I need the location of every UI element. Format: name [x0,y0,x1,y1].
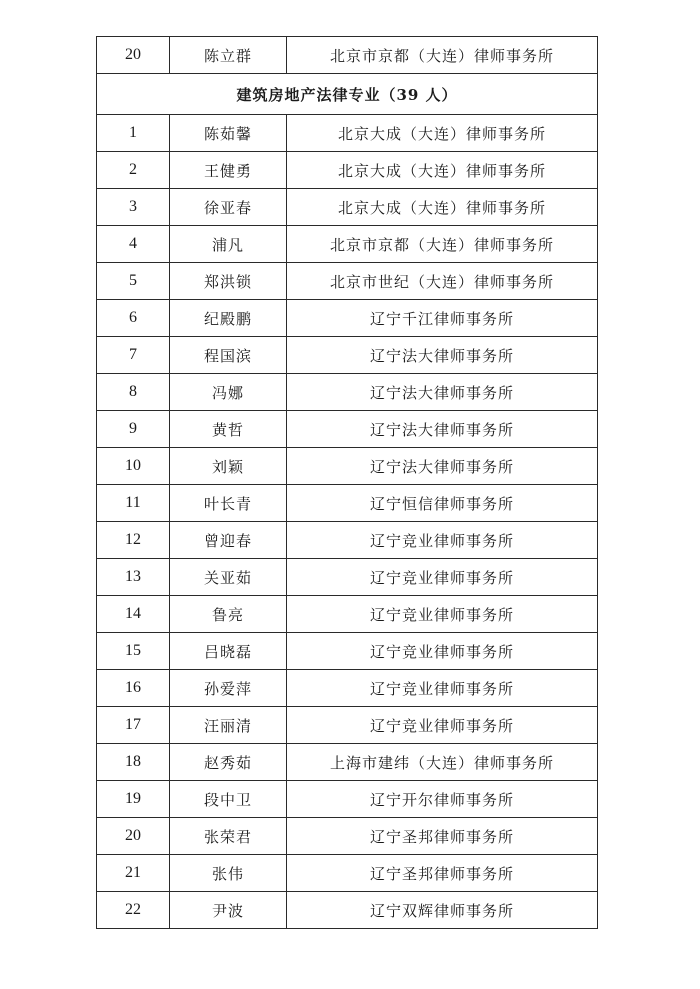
lawyer-name: 陈立群 [170,37,287,74]
row-number: 22 [97,892,170,929]
lawyer-name: 王健勇 [170,152,287,189]
row-number: 19 [97,781,170,818]
law-firm: 辽宁开尔律师事务所 [287,781,598,818]
lawyer-name: 关亚茹 [170,559,287,596]
section-header-row [97,74,598,115]
law-firm: 辽宁恒信律师事务所 [287,485,598,522]
law-firm: 北京市京都（大连）律师事务所 [287,37,598,74]
lawyer-name: 冯娜 [170,374,287,411]
table-row [97,263,598,300]
table-row [97,596,598,633]
table-row [97,374,598,411]
law-firm: 北京市京都（大连）律师事务所 [287,226,598,263]
law-firm: 辽宁法大律师事务所 [287,411,598,448]
law-firm: 辽宁法大律师事务所 [287,337,598,374]
law-firm: 辽宁圣邦律师事务所 [287,855,598,892]
lawyer-name: 徐亚春 [170,189,287,226]
law-firm: 北京大成（大连）律师事务所 [287,189,598,226]
lawyer-name: 叶长青 [170,485,287,522]
table-row [97,300,598,337]
row-number: 14 [97,596,170,633]
law-firm: 辽宁法大律师事务所 [287,448,598,485]
table-row [97,522,598,559]
lawyer-name: 曾迎春 [170,522,287,559]
row-number: 12 [97,522,170,559]
lawyer-name: 汪丽清 [170,707,287,744]
lawyer-name: 吕晓磊 [170,633,287,670]
lawyer-name: 孙爱萍 [170,670,287,707]
row-number: 16 [97,670,170,707]
row-number: 7 [97,337,170,374]
table-row [97,559,598,596]
law-firm: 辽宁竞业律师事务所 [287,522,598,559]
row-number: 5 [97,263,170,300]
lawyer-name: 刘颖 [170,448,287,485]
table-row [97,707,598,744]
lawyer-name: 陈茹馨 [170,115,287,152]
row-number: 21 [97,855,170,892]
section-title: 建筑房地产法律专业（39 人） [97,74,598,115]
law-firm: 辽宁竞业律师事务所 [287,559,598,596]
row-number: 3 [97,189,170,226]
lawyer-name: 张荣君 [170,818,287,855]
law-firm: 北京大成（大连）律师事务所 [287,115,598,152]
law-firm: 辽宁竞业律师事务所 [287,707,598,744]
law-firm: 辽宁圣邦律师事务所 [287,818,598,855]
table-row [97,855,598,892]
lawyer-list-page [96,36,598,929]
table-row [97,411,598,448]
row-number: 13 [97,559,170,596]
table-row [97,744,598,781]
lawyer-name: 浦凡 [170,226,287,263]
law-firm: 北京市世纪（大连）律师事务所 [287,263,598,300]
row-number: 1 [97,115,170,152]
law-firm: 北京大成（大连）律师事务所 [287,152,598,189]
row-number: 15 [97,633,170,670]
table-row [97,226,598,263]
table-row [97,485,598,522]
row-number: 18 [97,744,170,781]
row-number: 9 [97,411,170,448]
lawyer-name: 赵秀茹 [170,744,287,781]
law-firm: 辽宁法大律师事务所 [287,374,598,411]
row-number: 8 [97,374,170,411]
row-number: 10 [97,448,170,485]
table-row [97,152,598,189]
row-number: 20 [97,818,170,855]
lawyer-table [96,36,598,929]
law-firm: 上海市建纬（大连）律师事务所 [287,744,598,781]
row-number: 20 [97,37,170,74]
table-row [97,37,598,74]
row-number: 2 [97,152,170,189]
row-number: 11 [97,485,170,522]
lawyer-name: 鲁亮 [170,596,287,633]
table-row [97,892,598,929]
row-number: 6 [97,300,170,337]
table-row [97,633,598,670]
table-row [97,670,598,707]
law-firm: 辽宁竞业律师事务所 [287,596,598,633]
lawyer-name: 纪殿鹏 [170,300,287,337]
table-row [97,337,598,374]
lawyer-name: 段中卫 [170,781,287,818]
row-number: 17 [97,707,170,744]
lawyer-name: 程国滨 [170,337,287,374]
law-firm: 辽宁竞业律师事务所 [287,670,598,707]
table-row [97,448,598,485]
law-firm: 辽宁双辉律师事务所 [287,892,598,929]
lawyer-name: 尹波 [170,892,287,929]
table-row [97,781,598,818]
lawyer-name: 黄哲 [170,411,287,448]
row-number: 4 [97,226,170,263]
law-firm: 辽宁竞业律师事务所 [287,633,598,670]
table-row [97,189,598,226]
lawyer-name: 郑洪锁 [170,263,287,300]
law-firm: 辽宁千江律师事务所 [287,300,598,337]
lawyer-name: 张伟 [170,855,287,892]
table-row [97,115,598,152]
table-row [97,818,598,855]
